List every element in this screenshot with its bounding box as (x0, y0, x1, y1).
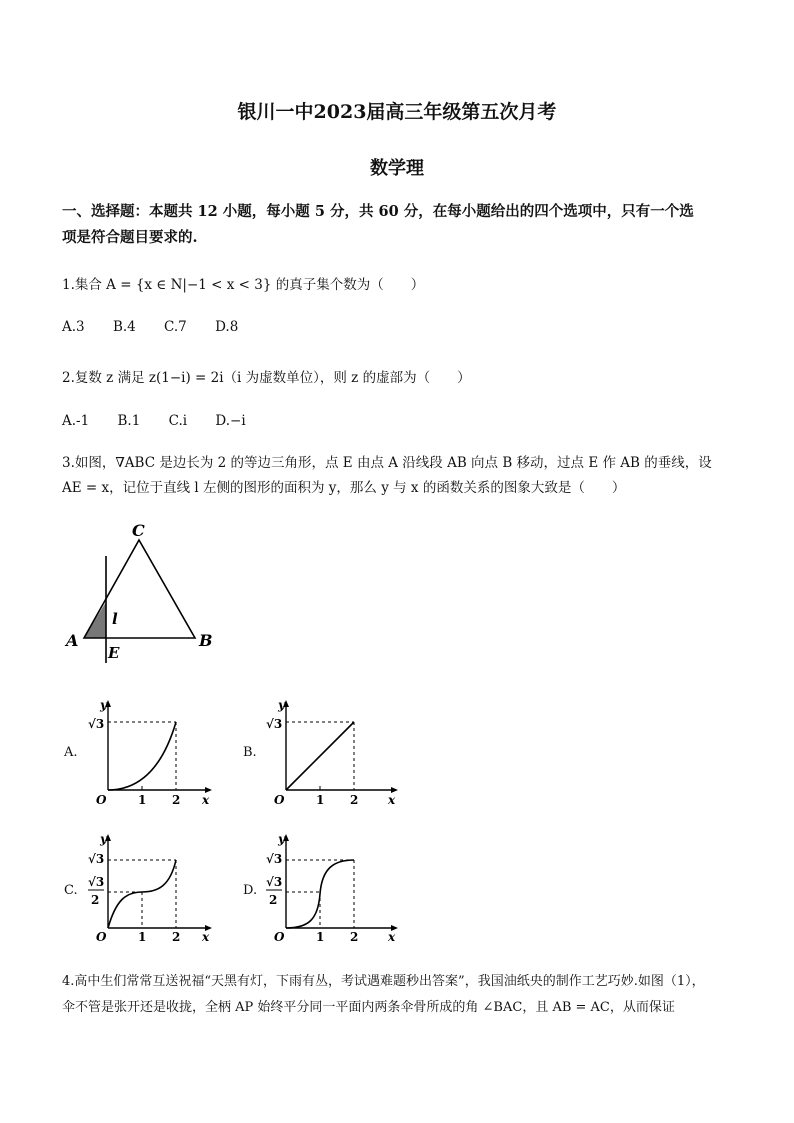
q1-option-a: A.3 (62, 319, 85, 335)
svg-text:y: y (278, 698, 285, 712)
svg-text:√3: √3 (266, 875, 283, 889)
graph-a (86, 696, 216, 811)
question-2-text: 2.复数 z 满足 z(1−i) = 2i（i 为虚数单位），则 z 的虚部为（ ） (62, 370, 471, 386)
svg-text:√3: √3 (88, 875, 105, 889)
svg-text:O: O (274, 930, 285, 944)
svg-text:y: y (100, 832, 107, 846)
svg-text:1: 1 (138, 930, 147, 944)
svg-text:1: 1 (316, 793, 325, 807)
label-c: C (132, 521, 145, 540)
svg-text:√3: √3 (266, 717, 283, 731)
label-a: A (66, 631, 79, 650)
svg-text:2: 2 (91, 893, 100, 907)
svg-text:√3: √3 (88, 852, 105, 866)
section-heading-line1: 一、选择题：本题共 12 小题，每小题 5 分，共 60 分，在每小题给出的四个选项中，只有一个选 (62, 203, 694, 220)
svg-text:√3: √3 (88, 717, 105, 731)
triangle-figure (60, 518, 220, 663)
graph-a-curve (108, 722, 176, 790)
section-heading-line2: 项是符合题目要求的. (62, 229, 198, 246)
label-b: B (199, 631, 213, 650)
q1-option-c: C.7 (164, 319, 187, 335)
svg-text:2: 2 (269, 893, 278, 907)
question-4-line1: 4.高中生们常常互送祝福“天黑有灯，下雨有丛，考试遇难题秒出答案”，我国油纸央的制作工艺巧妙.如图（1）， (62, 974, 705, 989)
q2-option-d: D.−i (215, 413, 246, 429)
q1-option-d: D.8 (215, 319, 239, 335)
svg-text:y: y (100, 698, 107, 712)
svg-text:2: 2 (172, 930, 181, 944)
svg-text:x: x (202, 930, 210, 944)
svg-text:y: y (278, 832, 285, 846)
graph-b-line (286, 722, 354, 790)
svg-text:O: O (96, 930, 107, 944)
page-subtitle: 数学理 (370, 158, 424, 179)
q2-option-b: B.1 (117, 413, 141, 429)
graph-option-a-label: A. (64, 745, 78, 760)
svg-text:√3: √3 (266, 852, 283, 866)
page-title: 银川一中2023届高三年级第五次月考 (237, 101, 557, 123)
svg-text:O: O (274, 793, 285, 807)
question-1-text: 1.集合 A = {x ∈ N|−1 < x < 3} 的真子集个数为（ ） (62, 277, 425, 293)
label-l: l (112, 610, 118, 628)
svg-text:2: 2 (350, 930, 359, 944)
graph-option-b-label: B. (243, 745, 257, 760)
graph-d (264, 830, 404, 945)
svg-text:1: 1 (316, 930, 325, 944)
question-3-line2: AE = x，记位于直线 l 左侧的图形的面积为 y，那么 y 与 x 的函数关系的图象大致是（ ） (62, 480, 626, 496)
question-3-line1: 3.如图，∇ABC 是边长为 2 的等边三角形，点 E 由点 A 沿线段 AB 向点 B 移动，过点 E 作 AB 的垂线，设 (62, 455, 712, 471)
label-e: E (108, 644, 120, 662)
graph-option-c-label: C. (64, 883, 78, 898)
svg-text:x: x (202, 793, 210, 807)
svg-text:1: 1 (138, 793, 147, 807)
question-4-line2: 伞不管是张开还是收拢，全柄 AP 始终平分同一平面内两条伞骨所成的角 ∠BAC，且 AB = AC，从而保证 (62, 1000, 675, 1015)
svg-text:x: x (388, 930, 396, 944)
q2-option-a: A.-1 (62, 413, 90, 429)
graph-option-d-label: D. (243, 883, 258, 898)
svg-text:2: 2 (172, 793, 181, 807)
svg-text:2: 2 (350, 793, 359, 807)
svg-text:x: x (388, 793, 396, 807)
question-2-options (62, 413, 270, 429)
q1-option-b: B.4 (112, 319, 136, 335)
question-1-options (62, 319, 262, 335)
graph-b (264, 696, 404, 811)
graph-c (86, 830, 216, 945)
q2-option-c: C.i (168, 413, 188, 429)
svg-text:O: O (96, 793, 107, 807)
